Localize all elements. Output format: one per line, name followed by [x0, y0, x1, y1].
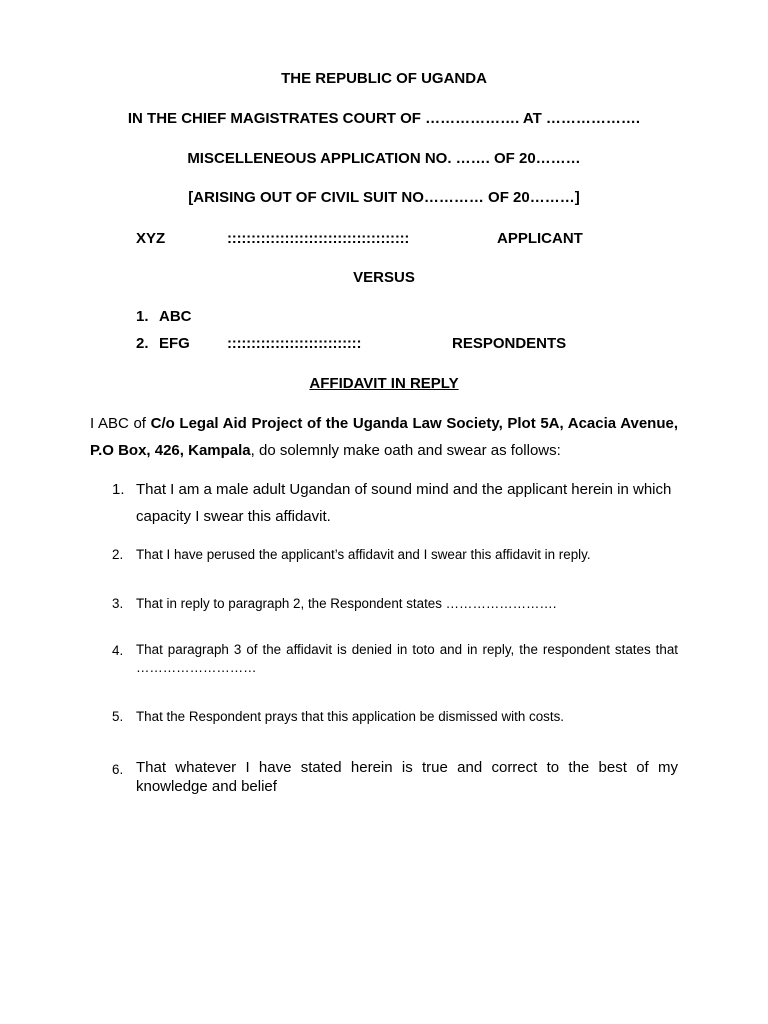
paragraph-text: That I am a male adult Ugandan of sound mind and the applicant herein in which capacity I swear this affidavit.	[136, 481, 672, 525]
applicant-separator: ::::::::::::::::::::::::::::::::::::::	[227, 230, 410, 247]
applicant-role: APPLICANT	[497, 230, 583, 247]
court-line: IN THE CHIEF MAGISTRATES COURT OF ………………. AT ……………….	[127, 110, 641, 127]
paragraph-text: That I have perused the applicant’s affidavit and I swear this affidavit in reply.	[136, 547, 591, 562]
misc-application-line: MISCELLENEOUS APPLICATION NO. ……. OF 20………	[187, 150, 581, 167]
paragraph-text: That the Respondent prays that this application be dismissed with costs.	[136, 709, 564, 724]
intro-address: C/o Legal Aid Project of the Uganda Law Society, Plot 5A, Acacia Avenue, P.O Box, 426, Kampala	[90, 415, 678, 459]
respondents-separator: ::::::::::::::::::::::::::::	[227, 335, 362, 352]
respondent-number: 1.	[136, 308, 149, 325]
respondent-name: ABC	[159, 308, 192, 325]
respondents-role: RESPONDENTS	[452, 335, 567, 352]
paragraph-text: That in reply to paragraph 2, the Respondent states …………………….	[136, 596, 557, 611]
intro-prefix: I ABC of	[90, 415, 151, 432]
paragraph-number: 4.	[112, 643, 124, 658]
respondent-number: 2.	[136, 335, 149, 352]
paragraph-text: That paragraph 3 of the affidavit is denied in toto and in reply, the respondent states that ………………………	[136, 642, 678, 675]
paragraph-number: 2.	[112, 547, 124, 562]
intro-suffix: , do solemnly make oath and swear as follows:	[250, 442, 561, 459]
paragraph-number: 3.	[112, 596, 124, 611]
arising-out-line: [ARISING OUT OF CIVIL SUIT NO………… OF 20………]	[188, 189, 580, 206]
affidavit-heading-text: AFFIDAVIT IN REPLY	[309, 375, 459, 392]
affidavit-heading	[0, 375, 768, 392]
document-title: THE REPUBLIC OF UGANDA	[281, 70, 487, 87]
intro-paragraph	[90, 410, 678, 464]
paragraph-number: 6.	[112, 762, 124, 777]
paragraph-number: 5.	[112, 709, 124, 724]
paragraph-number: 1.	[112, 481, 125, 498]
paragraph-text: That whatever I have stated herein is true and correct to the best of my knowledge and belief	[136, 759, 678, 795]
versus-label: VERSUS	[353, 269, 415, 286]
respondent-name: EFG	[159, 335, 190, 352]
applicant-name: XYZ	[136, 230, 166, 247]
